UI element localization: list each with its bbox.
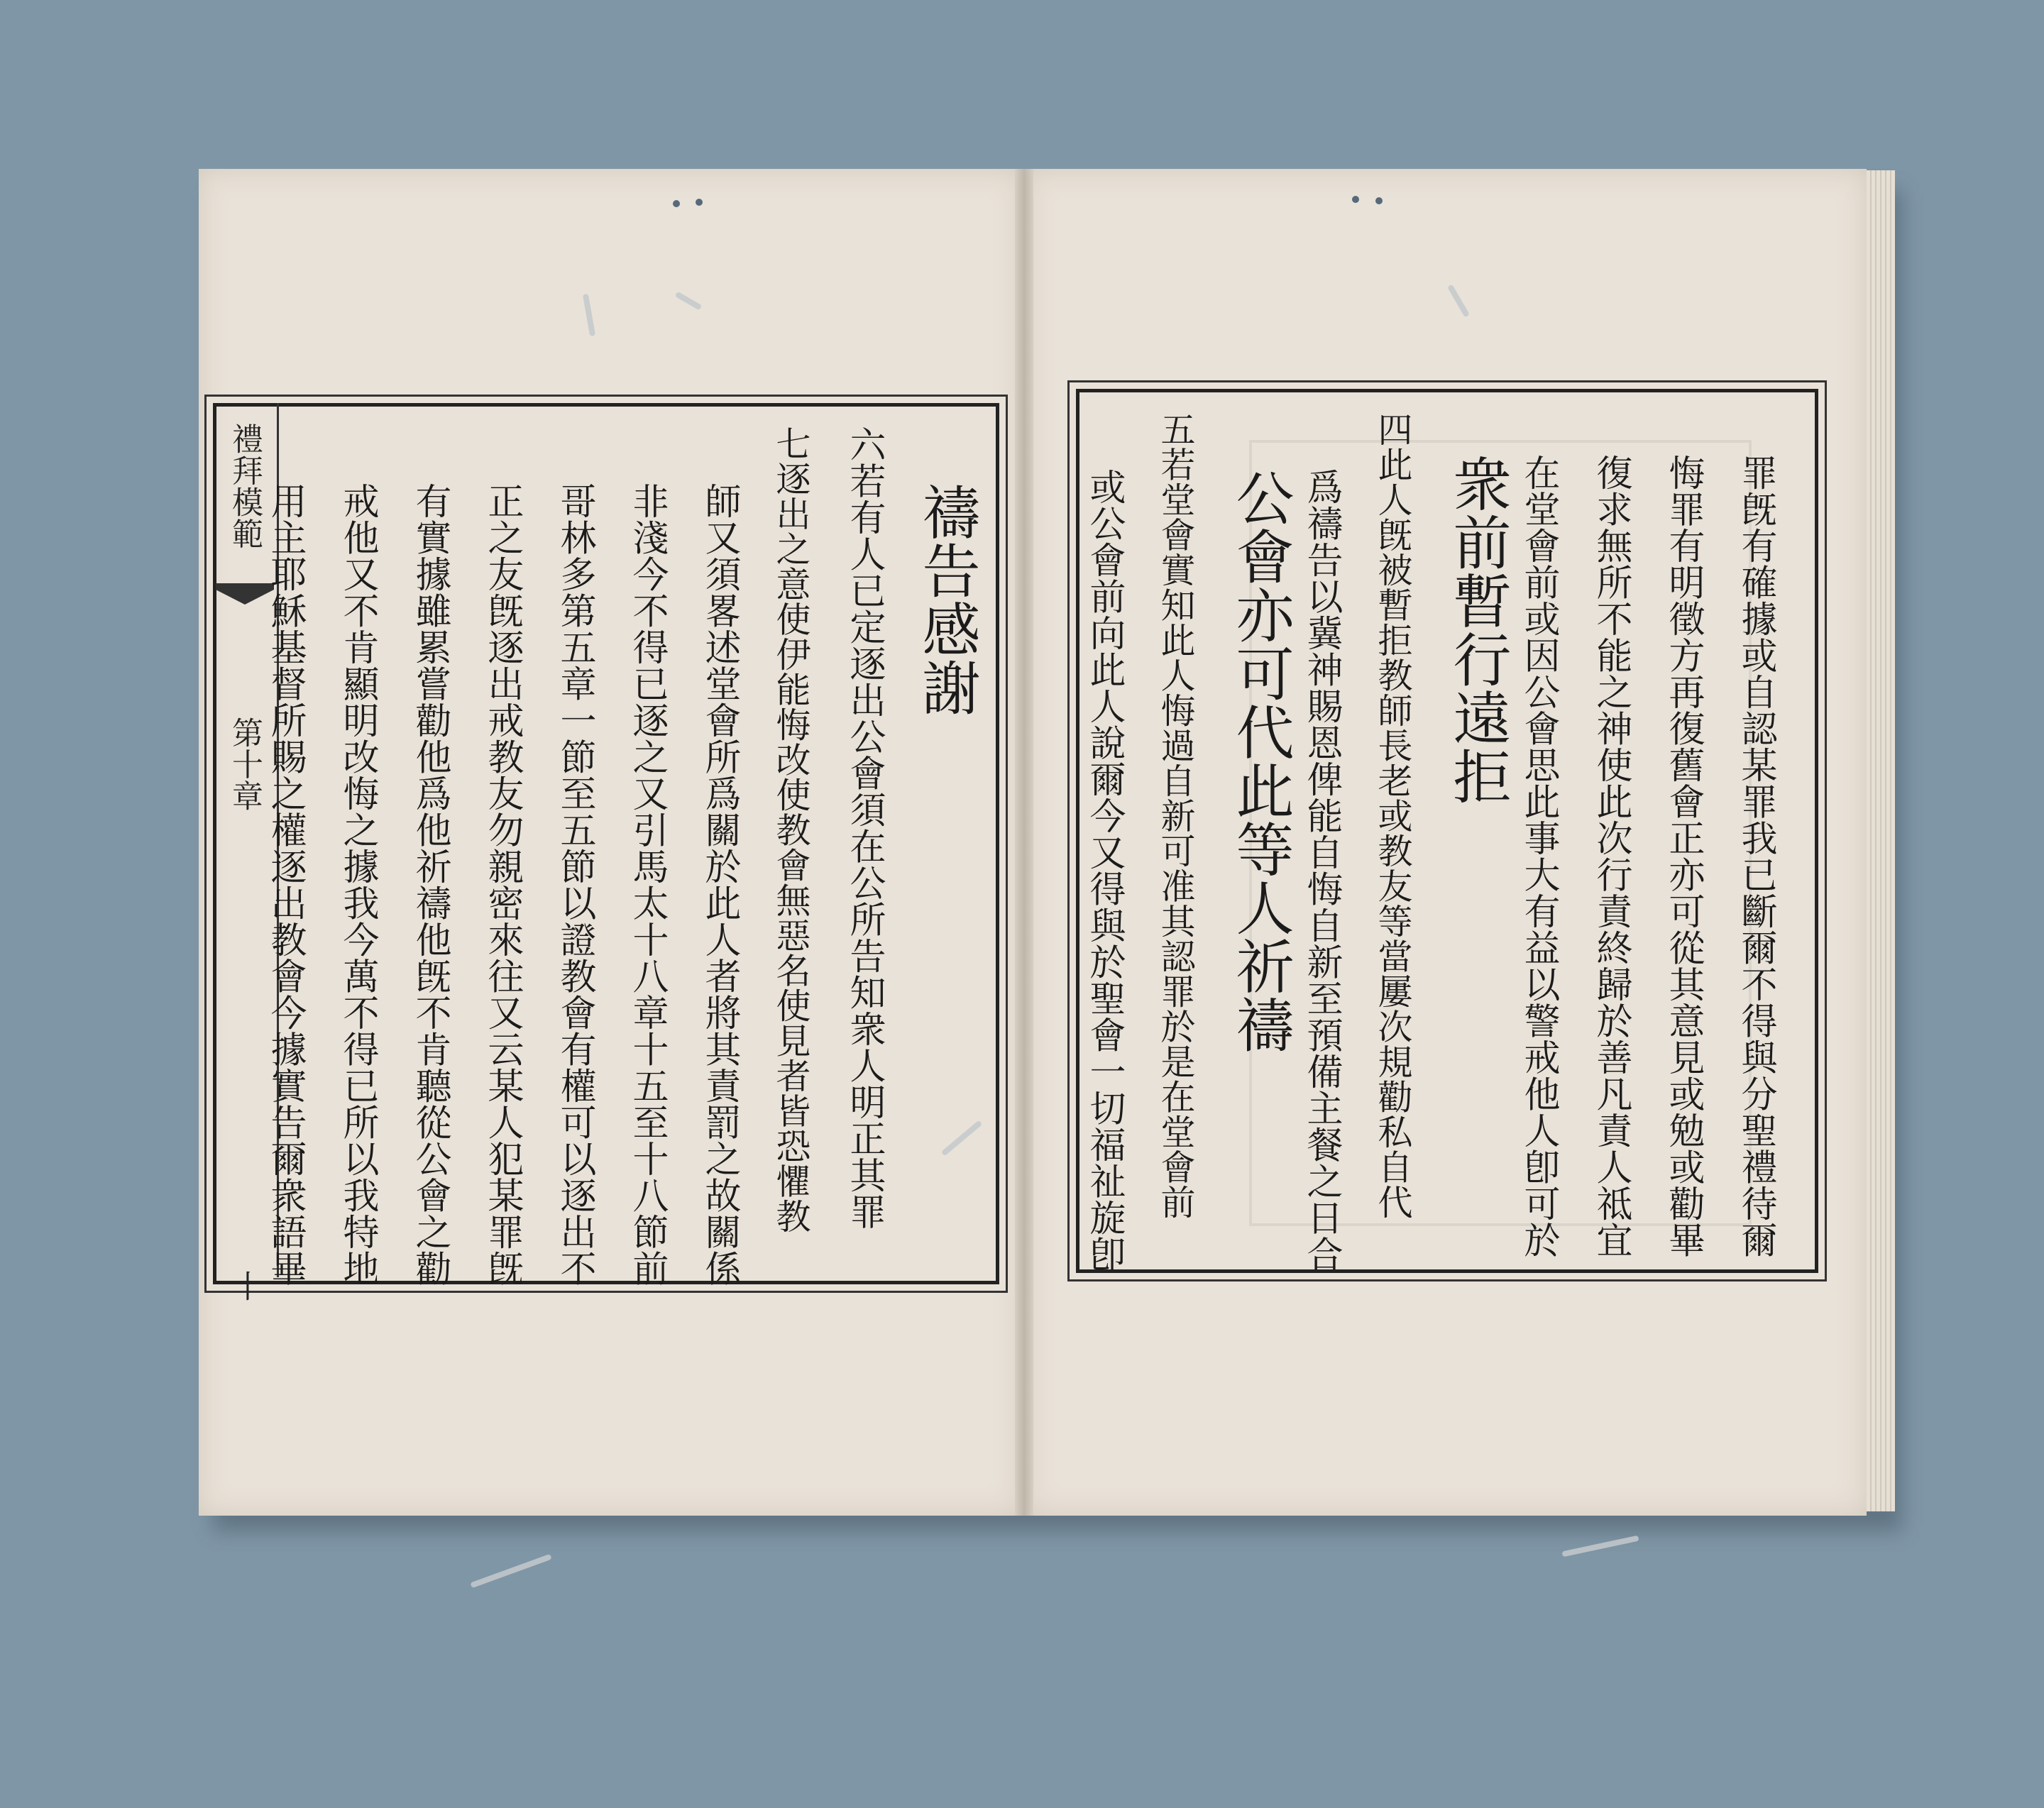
section-heading: 禱告感謝 bbox=[913, 483, 980, 717]
text-column: 四此人旣被暫拒教師長老或教友等當屢次規勸私自代 bbox=[1373, 412, 1413, 1220]
book-gutter bbox=[1015, 169, 1033, 1516]
worm-track bbox=[1561, 1536, 1639, 1558]
text-column: 罪旣有確據或自認某罪我已斷爾不得與分聖禮待爾 bbox=[1735, 454, 1776, 1258]
text-column: 有實據雖累嘗勸他爲他祈禱他旣不肯聽從公會之勸 bbox=[409, 483, 451, 1286]
text-column: 哥林多第五章一節至五節以證教會有權可以逐出不 bbox=[554, 483, 595, 1286]
running-title: 禮拜模範 bbox=[226, 423, 263, 549]
text-column: 復求無所不能之神使此次行責終歸於善凡責人祗宜 bbox=[1590, 454, 1632, 1258]
worm-hole bbox=[1375, 197, 1383, 204]
text-column: 衆前暫行遠拒 bbox=[1444, 454, 1511, 805]
text-column: 爲禱告以冀神賜恩俾能自悔自新至預備主餐之日合 bbox=[1300, 468, 1342, 1272]
text-column: 在堂會前或因公會思此事大有益以警戒他人卽可於 bbox=[1517, 454, 1559, 1258]
folio-number: 十 bbox=[226, 1270, 263, 1302]
text-column: 公會亦可代此等人祈禱 bbox=[1226, 468, 1294, 1054]
worm-hole bbox=[696, 199, 703, 206]
text-column: 用主耶穌基督所賜之權逐出教會今據實告爾衆語畢 bbox=[264, 483, 306, 1286]
text-column: 悔罪有明徵方再復舊會正亦可從其意見或勉或勸畢 bbox=[1662, 454, 1704, 1258]
worm-hole bbox=[1352, 196, 1359, 203]
page-edges bbox=[1867, 170, 1895, 1511]
text-column: 五若堂會實知此人悔過自新可准其認罪於是在堂會前 bbox=[1155, 412, 1196, 1220]
text-column: 正之友旣逐出戒教友勿親密來往又云某人犯某罪旣 bbox=[481, 483, 523, 1286]
worm-hole bbox=[673, 200, 680, 207]
text-column: 六若有人已定逐出公會須在公所告知衆人明正其罪 bbox=[843, 426, 885, 1230]
text-column: 師又須畧述堂會所爲關於此人者將其責罰之故關係 bbox=[698, 483, 740, 1286]
text-column: 非淺今不得已逐之又引馬太十八章十五至十八節前 bbox=[626, 483, 668, 1286]
chapter-label: 第十章 bbox=[226, 717, 263, 812]
text-column: 七逐出之意使伊能悔改使教會無惡名使見者皆恐懼教 bbox=[771, 426, 811, 1234]
text-column: 或公會前向此人說爾今又得與於聖會一切福祉旋卽 bbox=[1083, 468, 1125, 1272]
worm-track bbox=[470, 1554, 551, 1589]
text-column: 戒他又不肯顯明改悔之據我今萬不得已所以我特地 bbox=[336, 483, 378, 1286]
